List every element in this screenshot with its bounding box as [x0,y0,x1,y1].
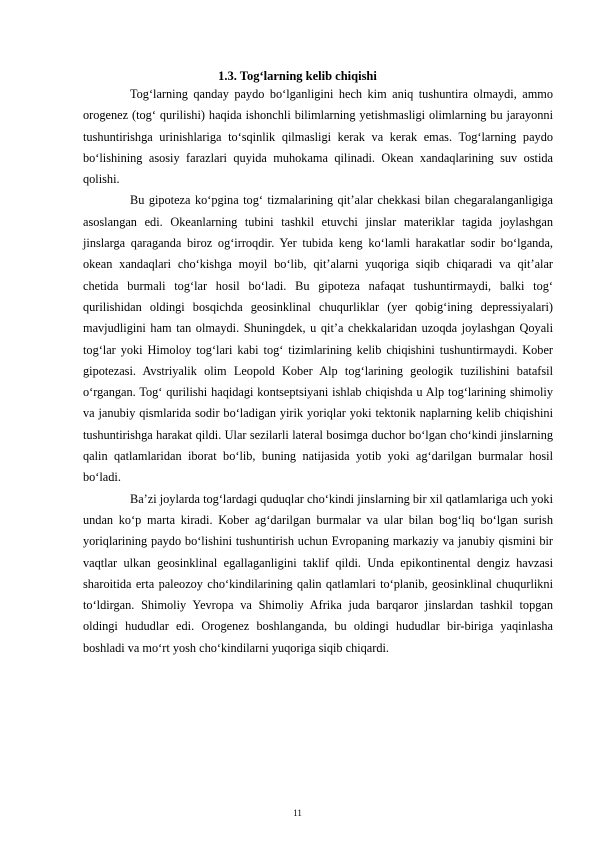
paragraph-3: Ba’zi joylarda tog‘lardagi quduqlar cho‘kindi jinslarning bir xil qatlamlariga uch yoki undan ko‘p marta kiradi. Kober ag‘darilgan burmalar va ular bilan bog‘liq bo‘lgan surish yoriqlarining paydo bo‘lishini tushuntirish uchun Evropaning markaziy va janubiy qismini bir vaqtlar ulkan geosinklinal egallaganligini taklif qildi. Unda epikontinental dengiz havzasi sharoitida erta paleozoy cho‘kindilarining qalin qatlamlari to‘planib, geosinklinal chuqurlikni to‘ldirgan. Shimoliy Yevropa va Shimoliy Afrika juda barqaror jinslardan tashkil topgan oldingi hududlar edi. Orogenez boshlanganda, bu oldingi hududlar bir-biriga yaqinlasha boshladi va mo‘rt yosh cho‘kindilarni yuqoriga siqib chiqardi. [83,491,553,655]
section-title: 1.3. Tog‘larning kelib chiqishi [218,69,377,83]
body-text [83,84,553,659]
paragraph-2: Bu gipoteza ko‘pgina tog‘ tizmalarining qit’alar chekkasi bilan chegaralanganligiga asoslangan edi. Okeanlarning tubini tashkil etuvchi jinslar materiklar tagida joylashgan jinslarga qaraganda biroz og‘irroqdir. Yer tubida keng ko‘lamli harakatlar sodir bo‘lganda, okean xandaqlari cho‘kishga moyil bo‘lib, qit’alarni yuqoriga siqib chiqaradi va qit’alar chetida burmali tog‘lar hosil bo‘ladi. Bu gipoteza nafaqat tushuntirmaydi, balki tog‘ qurilishidan oldingi bosqichda geosinklinal chuqurliklar (yer qobig‘ining depressiyalari) mavjudligini ham tan olmaydi. Shuningdek, u qit’a chekkalaridan uzoqda joylashgan Qoyali tog‘lar yoki Himoloy tog‘lari kabi tog‘ tizimlarining kelib chiqishini tushuntirmaydi. Kober gipotezasi. Avstriyalik olim Leopold Kober Alp tog‘larining geologik tuzilishini batafsil o‘rgangan. Tog‘ qurilishi haqidagi kontseptsiyani ishlab chiqishda u Alp tog‘larining shimoliy va janubiy qismlarida sodir bo‘ladigan yirik yoriqlar yoki tektonik naplarning kelib chiqishini tushuntirishga harakat qildi. Ular sezilarli lateral bosimga duchor bo‘lgan cho‘kindi jinslarning qalin qatlamlaridan iborat bo‘lib, buning natijasida yotib yoki ag‘darilgan burmalar hosil bo‘ladi. [83,193,553,485]
page-number: 11 [293,808,302,818]
paragraph-1: Tog‘larning qanday paydo bo‘lganligini hech kim aniq tushuntira olmaydi, ammo orogenez (tog‘ qurilishi) haqida ishonchli bilimlarning yetishmasligi olimlarning bu jarayonni tushuntirishga urinishlariga to‘sqinlik qilmasligi kerak va kerak emas. Tog‘larning paydo bo‘lishining asosiy farazlari quyida muhokama qilinadi. Okean xandaqlarining suv ostida qolishi. [83,87,553,187]
